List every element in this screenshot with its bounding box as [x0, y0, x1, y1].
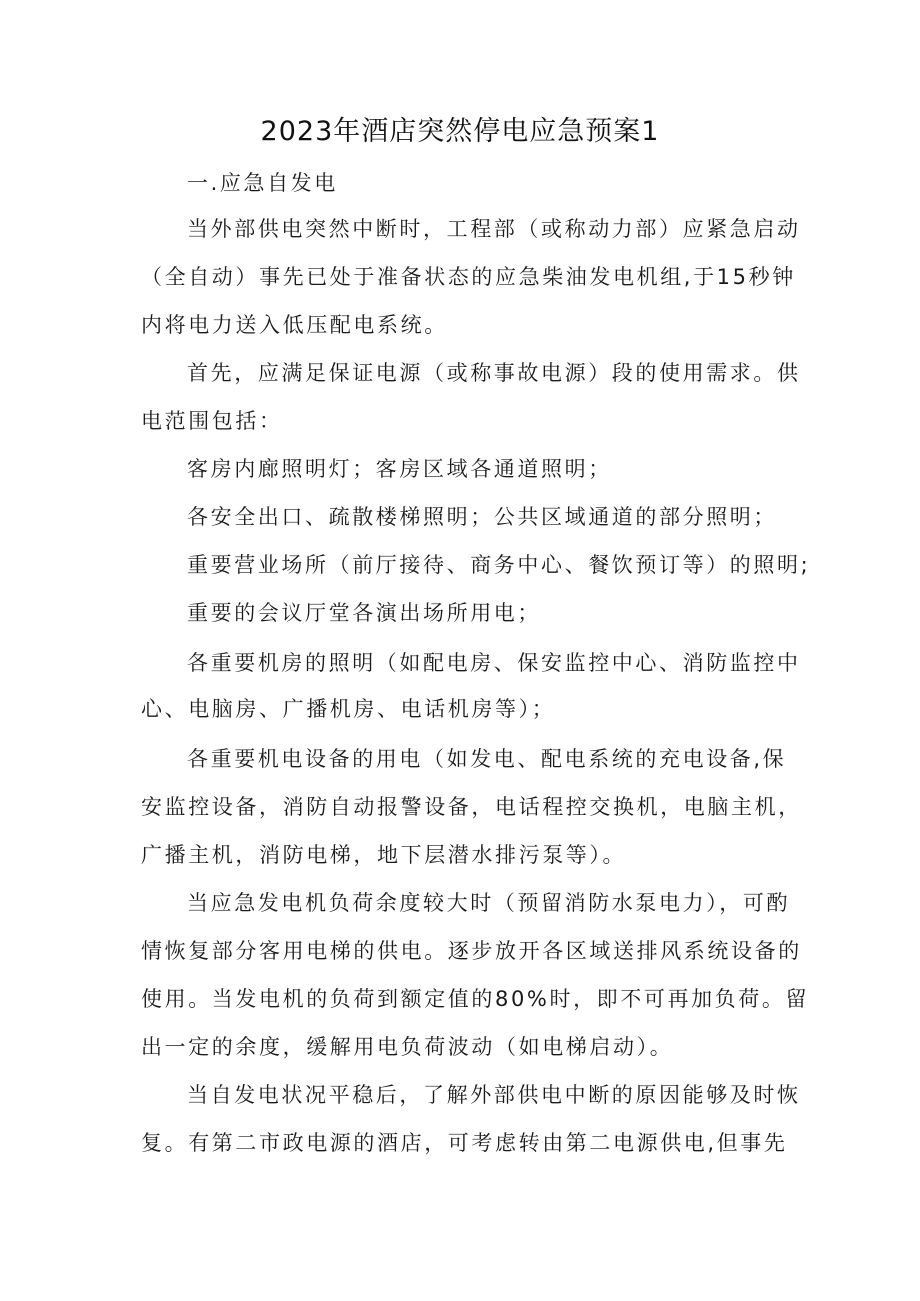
list-item: 客房内廊照明灯；客房区域各通道照明；: [187, 457, 612, 481]
list-item: 各安全出口、疏散楼梯照明；公共区域通道的部分照明；: [187, 505, 777, 529]
section-heading: 一.应急自发电: [187, 171, 338, 195]
paragraph-line: 当应急发电机负荷余度较大时（预留消防水泵电力），可酌: [187, 891, 791, 915]
list-item: 各重要机房的照明（如配电房、保安监控中心、消防监控中: [187, 651, 801, 675]
paragraph-line: 当自发电状况平稳后，了解外部供电中断的原因能够及时恢: [187, 1083, 801, 1107]
paragraph-line: 出一定的余度，缓解用电负荷波动（如电梯启动）。: [141, 1035, 674, 1059]
list-item: 重要的会议厅堂各演出场所用电；: [187, 601, 541, 625]
paragraph-line: 复。有第二市政电源的酒店，可考虑转由第二电源供电,但事先: [141, 1131, 788, 1155]
list-item: 安监控设备，消防自动报警设备，电话程控交换机，电脑主机，: [141, 795, 802, 819]
list-item: 各重要机电设备的用电（如发电、配电系统的充电设备,保: [187, 747, 787, 771]
paragraph-line: 当外部供电突然中断时，工程部（或称动力部）应紧急启动: [187, 217, 801, 241]
paragraph-line: （全自动）事先已处于准备状态的应急柴油发电机组,于15秒钟: [141, 265, 796, 289]
list-item: 广播主机，消防电梯，地下层潜水排污泵等）。: [141, 843, 627, 867]
paragraph-line: 使用。当发电机的负荷到额定值的80%时，即不可再加负荷。留: [141, 987, 810, 1011]
document-title: 2023年酒店突然停电应急预案1: [260, 116, 660, 147]
list-item: 重要营业场所（前厅接待、商务中心、餐饮预订等）的照明;: [187, 553, 811, 577]
paragraph-line: 电范围包括：: [141, 409, 283, 433]
paragraph-line: 情恢复部分客用电梯的供电。逐步放开各区域送排风系统设备的: [141, 939, 802, 963]
paragraph-line: 首先，应满足保证电源（或称事故电源）段的使用需求。供: [187, 361, 801, 385]
list-item: 心、电脑房、广播机房、电话机房等）；: [141, 697, 556, 721]
paragraph-line: 内将电力送入低压配电系统。: [141, 313, 448, 337]
